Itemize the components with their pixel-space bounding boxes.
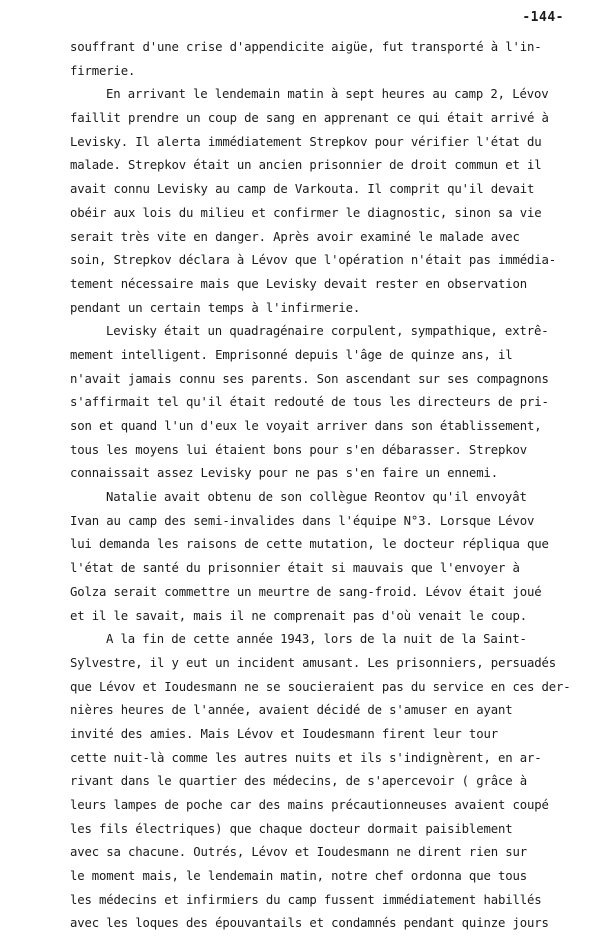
text-line: et il le savait, mais il ne comprenait pas d'où venait le coup. xyxy=(70,608,527,623)
page-number: -144- xyxy=(522,10,564,25)
text-line: malade. Strepkov était un ancien prisonnier de droit commun et il xyxy=(70,158,542,173)
text-line: cette nuit-là comme les autres nuits et ils s'indignèrent, en ar- xyxy=(70,750,542,765)
text-line: avait connu Levisky au camp de Varkouta. Il comprit qu'il devait xyxy=(70,182,535,197)
text-line: serait très vite en danger. Après avoir examiné le malade avec xyxy=(70,229,520,244)
text-line: s'affirmait tel qu'il était redouté de tous les directeurs de pri- xyxy=(70,395,549,410)
text-line: mement intelligent. Emprisonné depuis l'âge de quinze ans, il xyxy=(70,347,513,362)
text-line: invité des amies. Mais Lévov et Ioudesmann firent leur tour xyxy=(70,726,498,741)
text-line: Levisky. Il alerta immédiatement Strepkov pour vérifier l'état du xyxy=(70,134,542,149)
text-line: Ivan au camp des semi-invalides dans l'équipe N°3. Lorsque Lévov xyxy=(70,513,535,528)
text-line: A la fin de cette année 1943, lors de la nuit de la Saint- xyxy=(106,632,527,647)
text-line: les médecins et infirmiers du camp fussent immédiatement habillés xyxy=(70,892,542,907)
text-line: En arrivant le lendemain matin à sept heures au camp 2, Lévov xyxy=(106,87,549,102)
text-line: les fils électriques) que chaque docteur dormait paisiblement xyxy=(70,821,513,836)
text-line: lui demanda les raisons de cette mutation, le docteur répliqua que xyxy=(70,537,549,552)
text-line: avec les loques des épouvantails et condamnés pendant quinze jours xyxy=(70,916,549,931)
text-line: tous les moyens lui étaient bons pour s'en débarasser. Strepkov xyxy=(70,442,527,457)
text-line: souffrant d'une crise d'appendicite aigüe, fut transporté à l'in- xyxy=(70,40,542,54)
text-line: tement nécessaire mais que Levisky devait rester en observation xyxy=(70,276,527,291)
text-line: n'avait jamais connu ses parents. Son ascendant sur ses compagnons xyxy=(70,371,549,386)
text-line: l'état de santé du prisonnier était si mauvais que l'envoyer à xyxy=(70,561,520,576)
body-text xyxy=(70,36,590,936)
text-line: faillit prendre un coup de sang en apprenant ce qui était arrivé à xyxy=(70,111,549,126)
text-line: le moment mais, le lendemain matin, notre chef ordonna que tous xyxy=(70,869,527,884)
text-line: obéir aux lois du milieu et confirmer le diagnostic, sinon sa vie xyxy=(70,205,542,220)
text-line: leurs lampes de poche car des mains précautionneuses avaient coupé xyxy=(70,798,549,812)
text-line: nières heures de l'année, avaient décidé de s'amuser en ayant xyxy=(70,703,513,718)
text-line: que Lévov et Ioudesmann ne se soucieraient pas du service en ces der- xyxy=(70,679,571,694)
text-line: Natalie avait obtenu de son collègue Reontov qu'il envoyât xyxy=(106,490,527,505)
text-line: avec sa chacune. Outrés, Lévov et Ioudesmann ne dirent rien sur xyxy=(70,845,527,860)
text-line: Levisky était un quadragénaire corpulent, sympathique, extrê- xyxy=(106,324,549,339)
text-line: pendant un certain temps à l'infirmerie. xyxy=(70,300,361,315)
text-line: Golza serait commettre un meurtre de sang-froid. Lévov était joué xyxy=(70,584,542,599)
text-line: soin, Strepkov déclara à Lévov que l'opération n'était pas immédia- xyxy=(70,253,556,268)
text-line: Sylvestre, il y eut un incident amusant. Les prisonniers, persuadés xyxy=(70,655,556,670)
text-line: son et quand l'un d'eux le voyait arriver dans son établissement, xyxy=(70,419,542,433)
text-line: rivant dans le quartier des médecins, de s'apercevoir ( grâce à xyxy=(70,774,527,789)
text-line: connaissait assez Levisky pour ne pas s'en faire un ennemi. xyxy=(70,466,498,481)
text-line: firmerie. xyxy=(70,63,136,78)
